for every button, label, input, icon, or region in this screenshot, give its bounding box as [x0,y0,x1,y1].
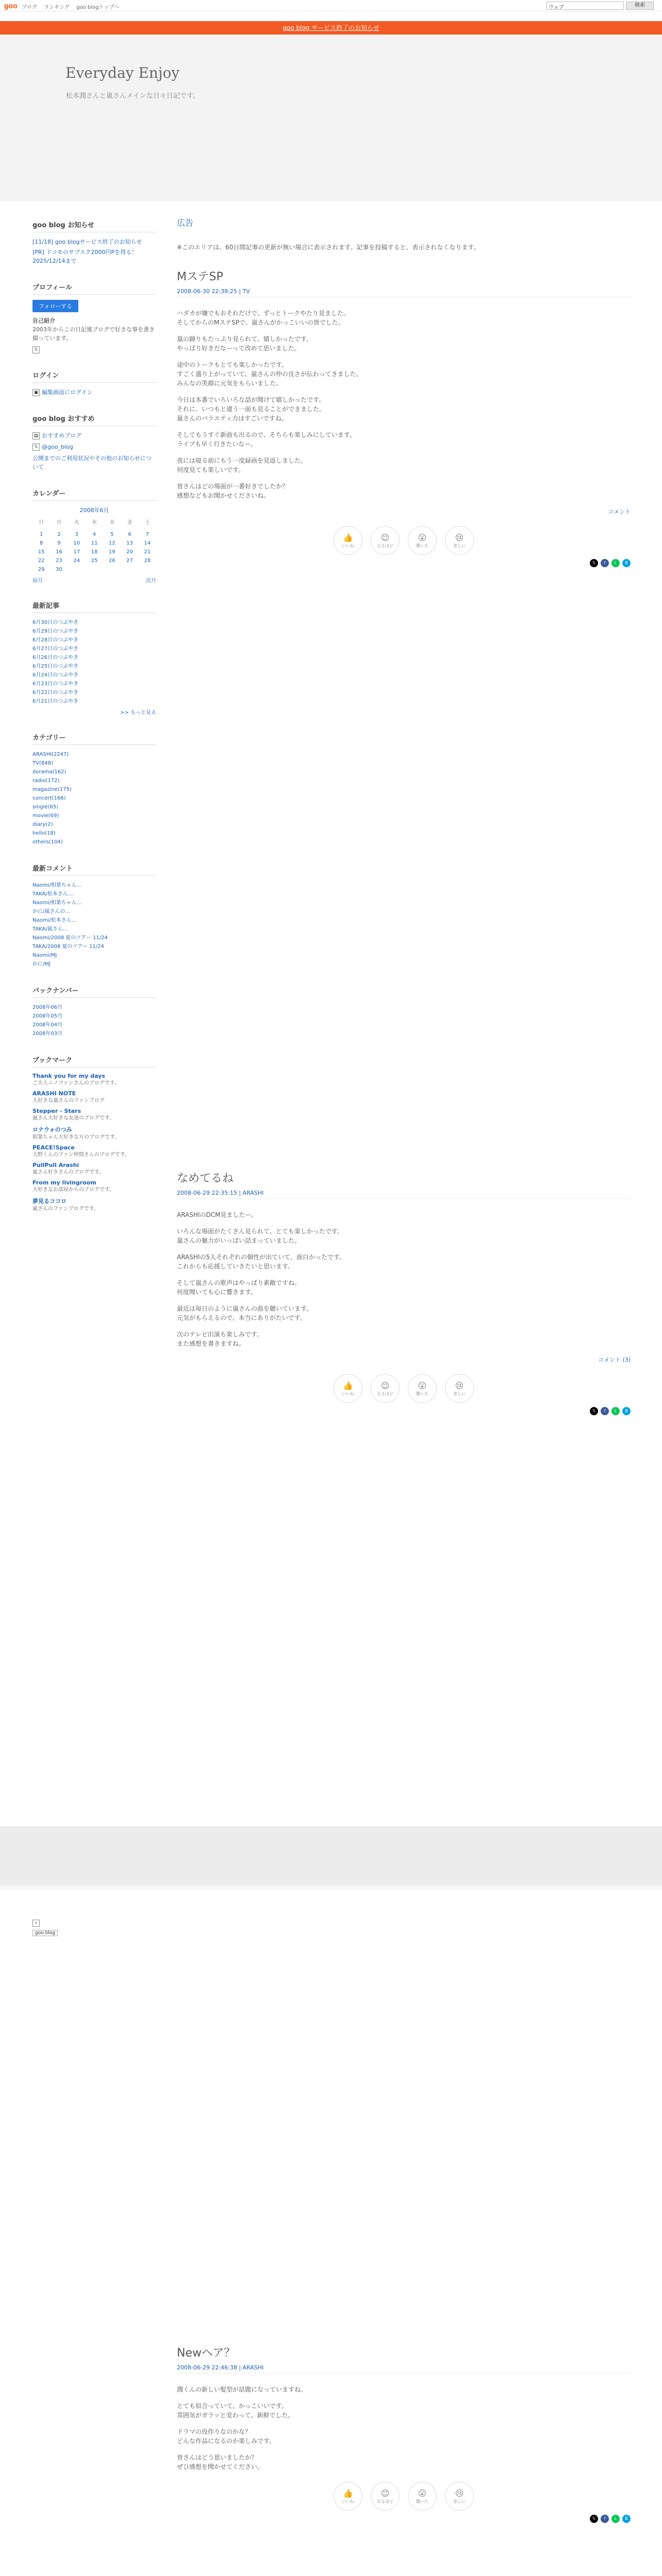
category-heading: カテゴリー [32,729,156,745]
cal-day-header: 土 [144,520,150,526]
reaction-button[interactable] [445,526,474,555]
bookmark-desc: ご夫人ニノファンさんのブログです。 [32,1080,120,1086]
ad-notice-text: ※このエリアは、60日間記事の更新が無い場合に表示されます。記事を投稿すると、表示されなくなります。 [177,244,480,251]
entry-paragraph: そしてもうすぐ新曲も出るので、そちらも楽しみにしています。 ライブも早く行きたいなー。 [177,431,356,448]
reaction-emoji-icon: 😲 [418,532,427,543]
cal-day-header: 木 [109,520,115,526]
reaction-emoji-icon: 👍 [343,532,353,543]
x-share-icon[interactable]: 𝕏 [590,559,598,567]
comment-item[interactable]: かに/MJ [32,961,51,967]
x-icon: 𝕏 [32,444,40,451]
login-link[interactable]: 編集画面にログイン [42,389,93,396]
calendar-day [86,565,103,574]
line-share-icon[interactable]: L [611,1407,620,1415]
goo-nav-top[interactable]: goo blogトップへ [76,5,119,10]
comment-item[interactable]: TAKA/松本さん… [32,891,73,897]
recent-more-link[interactable]: >> もっと見る [120,710,156,716]
x-icon[interactable]: 𝕏 [32,346,156,353]
entry-meta[interactable]: 2008-06-29 22:46:38 | ARASHI [177,2364,631,2374]
calendar-day[interactable]: 21 [144,549,151,555]
reaction-button[interactable] [371,2482,400,2511]
calendar-day[interactable]: 18 [91,549,98,555]
recent-item[interactable]: 6月22日のつぶやき [32,690,79,696]
category-item[interactable]: magazine(175) [32,787,72,792]
category-item[interactable]: others(104) [32,839,63,845]
separator-band [0,1826,662,1886]
cal-day-header: 月 [56,520,62,526]
reaction-emoji-icon: 😢 [455,532,464,543]
bookmark-title[interactable]: From my livingroom [32,1179,96,1186]
recent-item[interactable]: 6月25日のつぶやき [32,664,79,669]
line-share-icon[interactable]: L [611,559,620,567]
login-section [32,367,156,397]
reaction-label: いいね [342,2499,354,2504]
search-input[interactable]: ウェブ [547,2,624,10]
category-section [32,729,156,846]
reaction-emoji-icon: 😊 [380,1380,390,1391]
comment-item[interactable]: Naomi/松本さん… [32,918,77,923]
hatena-share-icon[interactable]: B [622,2515,631,2523]
entry-paragraph: 途中のトークもとても楽しかったです。 すごく盛り上がっていて、嵐さんの仲の良さが伝わってきました。 みんなの笑顔に元気をもらいました。 [177,361,362,387]
comment-section [32,860,156,969]
bookmark-title[interactable]: 夢見るココロ [32,1198,67,1205]
recent-item[interactable]: 6月21日のつぶやき [32,699,79,704]
reaction-button[interactable] [334,1374,362,1403]
calendar-day [68,565,86,574]
facebook-share-icon[interactable]: f [601,1407,609,1415]
site-description: 松本潤さんと嵐さんメインな日々日記です。 [66,92,200,100]
reaction-row [177,1374,631,1403]
bookmark-title[interactable]: ロナウォのつみ [32,1126,72,1133]
rss-icon[interactable]: ⌁ [32,1920,40,1927]
comment-link[interactable]: コメント (3) [598,1357,631,1363]
reaction-button[interactable] [408,526,437,555]
backnumber-item[interactable]: 2008年05月 [32,1013,63,1019]
entry [177,1170,631,1415]
blog-icon: ▤ [32,432,40,439]
reaction-button[interactable] [445,2482,474,2511]
reaction-label: 悲しい [453,543,466,548]
reaction-row [177,526,631,555]
calendar-day [139,565,156,574]
calendar-day [121,565,138,574]
share-row [177,559,631,567]
entry-paragraph: 今日は本番でいろいろな話が聞けて嬉しかったです。 それに、いつもと違う一面も見ることができました。 嵐さんのバラエティ力はすごいですね。 [177,396,326,422]
calendar-day[interactable]: 14 [144,540,151,546]
profile-name: 自己紹介 [32,317,55,324]
recent-item[interactable]: 6月23日のつぶやき [32,681,79,687]
calendar-day[interactable]: 6 [128,532,131,537]
entry-paragraph: 皆さんはどの場面が一番好きでしたか？ 感想などもお聞かせくださいね。 [177,483,289,499]
calendar-prev[interactable]: 前月 [32,578,43,584]
goo-nav-ranking[interactable]: ランキング [44,5,70,10]
bookmark-desc: 相葉ちゃん大好きな方のブログです。 [32,1134,120,1140]
comment-heading: 最新コメント [32,860,156,876]
reaction-label: いいね [342,543,354,548]
facebook-share-icon[interactable]: f [601,559,609,567]
bookmark-title[interactable]: Thank you for my days [32,1073,105,1079]
comment-item[interactable]: TAKA/2008 夏のツアー 11/24 [32,944,104,950]
reaction-emoji-icon: 😲 [418,2488,427,2498]
calendar-day[interactable]: 24 [73,558,80,564]
entry-body [177,2385,631,2471]
entry-paragraph: ARASHIの5人それぞれの個性が出ていて、面白かったです。 これからも応援していきたいと思います。 [177,1253,345,1270]
recent-heading: 最新記事 [32,597,156,613]
comment-item[interactable]: かに/嵐さんの… [32,909,71,914]
category-item[interactable]: concert(166) [32,795,66,801]
backnumber-item[interactable]: 2008年03月 [32,1031,63,1037]
goo-nav [22,3,124,10]
entry-meta[interactable]: 2008-06-29 22:35:15 | ARASHI [177,1190,631,1199]
reaction-emoji-icon: 😊 [380,2488,390,2498]
info-item[interactable]: [PR] ドコモのサブスク2000円Pを得る！ 2025/12/14まで [32,249,138,264]
reaction-button[interactable] [371,1374,400,1403]
search-button[interactable]: 検索 [626,2,654,10]
entry-title[interactable]: なめてるね [177,1172,234,1185]
reaction-button[interactable] [408,1374,437,1403]
reaction-emoji-icon: 😲 [418,1380,427,1391]
info-section [32,216,156,265]
category-item[interactable]: dorama(162) [32,769,67,775]
recent-item[interactable]: 6月24日のつぶやき [32,672,79,678]
comment-item[interactable]: Naomi/2008 夏のツアー 11/24 [32,935,108,941]
calendar-day[interactable]: 30 [56,567,62,572]
bookmark-title[interactable]: ARASHI NOTE [32,1090,76,1097]
recent-section [32,597,156,716]
calendar-day[interactable]: 19 [108,549,115,555]
entry-paragraph: 最近は毎日のように嵐さんの曲を聴いています。 元気がもらえるので、本当にありがたいです。 [177,1305,313,1321]
entry-paragraph: そして嵐さんの歌声はやっぱり素敵ですね。 何度聞いても心に響きます。 [177,1279,301,1296]
sidebar [32,216,156,1226]
goo-blog-chip[interactable]: goo blog [32,1930,58,1936]
entry-paragraph: ドラマの役作りなのかな？ どんな作品になるのか楽しみです。 [177,2428,276,2445]
bookmark-section [32,1052,156,1213]
cal-day-header: 金 [127,520,133,526]
calendar-day[interactable]: 10 [73,540,80,546]
calendar-day[interactable]: 26 [108,558,115,564]
reaction-emoji-icon: 👍 [343,2488,353,2498]
entry-paragraph: 次のテレビ出演も楽しみです。 また感想を書きますね。 [177,1331,263,1347]
comment-item[interactable]: TAKA/嵐さん… [32,926,68,932]
calendar-day[interactable]: 22 [38,558,45,564]
calendar-day[interactable]: 2 [57,532,61,537]
calendar-day [103,565,121,574]
follow-button[interactable]: フォローする [32,300,78,312]
goo-topbar [0,0,662,11]
entry [177,268,631,567]
calendar-heading: カレンダー [32,485,156,501]
bottom-toolbar [32,1919,146,1936]
profile-text: 2003年からこの日記風ブログで好きな事を書き綴っています。 [32,326,155,342]
backnumber-heading: バックナンバー [32,982,156,998]
calendar-day[interactable]: 11 [91,540,98,546]
category-item[interactable]: ARASHI(2247) [32,752,69,757]
backnumber-item[interactable]: 2008年04月 [32,1022,63,1028]
comment-item[interactable]: Naomi/MJ [32,953,57,958]
recent-item[interactable]: 6月26日のつぶやき [32,655,79,660]
bookmark-desc: 嵐さん好きさんのブログです。 [32,1170,105,1175]
reaction-row [177,2482,631,2511]
entry [177,2344,631,2523]
service-notice-link[interactable]: goo blog サービス終了のお知らせ [283,24,379,31]
reaction-emoji-icon: 😢 [455,1380,464,1391]
calendar-day[interactable]: 13 [126,540,133,546]
service-notice-banner [0,21,662,35]
entry-title[interactable]: Newヘア？ [177,2347,236,2360]
reaction-button[interactable] [408,2482,437,2511]
x-share-icon[interactable]: 𝕏 [590,1407,598,1415]
calendar-day[interactable]: 20 [126,549,133,555]
calendar-day[interactable]: 15 [38,549,45,555]
cal-day-header: 水 [91,520,97,526]
calendar-day[interactable]: 23 [56,558,62,564]
calendar-next[interactable]: 次月 [146,578,156,584]
category-item[interactable]: single(65) [32,804,59,810]
category-item[interactable]: diary(2) [32,822,53,827]
entry-title[interactable]: MステSP [177,270,223,283]
goo-logo[interactable]: goo [4,2,18,10]
calendar-day[interactable]: 12 [108,540,115,546]
hatena-share-icon[interactable]: B [622,1407,631,1415]
recent-item[interactable]: 6月27日のつぶやき [32,646,79,652]
profile-heading: プロフィール [32,279,156,295]
recommend-item[interactable]: @goo_blog [42,444,73,450]
login-icon: ▣ [32,389,40,396]
comment-item[interactable]: Naomi/相葉ちゃん… [32,900,82,906]
reaction-button[interactable] [445,1374,474,1403]
login-heading: ログイン [32,367,156,383]
bookmark-desc: 大好きなお部屋からのブログです。 [32,1187,115,1193]
entry-paragraph: ARASHIのDCM見ましたー。 [177,1211,257,1218]
entry-paragraph: ハダカが嫌でもおそれだけで、ずっとトークやたり見ました。 そしてからのMステSPで、嵐さんがかっこいいの皆でした。 [177,310,350,326]
calendar-day[interactable]: 4 [92,532,96,537]
share-row [177,2515,631,2523]
separator-strip [0,1886,662,1890]
calendar-day[interactable]: 27 [126,558,133,564]
entry-paragraph: いろんな場面がたくさん見られて、とても楽しかったです。 嵐さんの魅力がいっぱい詰まっていました。 [177,1228,343,1244]
reaction-button[interactable] [334,526,362,555]
reaction-label: なるほど [377,543,393,548]
main-column [177,216,631,2521]
bookmark-desc: 大好きな嵐さんのファンブログ [32,1098,105,1104]
reaction-label: なるほど [377,2499,393,2504]
reaction-emoji-icon: 😢 [455,2488,464,2498]
reaction-label: 驚いた [416,543,428,548]
entry-paragraph: とても似合っていて、かっこいいです。 雰囲気がガラッと変わって、新鮮でした。 [177,2402,294,2419]
cal-day-header: 日 [39,520,44,526]
reaction-label: なるほど [377,1391,393,1396]
reaction-label: 悲しい [453,2499,466,2504]
entry-paragraph: 夜には寝る前にもう一度録画を見返しました。 何度見ても楽しいです。 [177,457,307,473]
reaction-emoji-icon: 😊 [380,532,390,543]
reaction-label: 驚いた [416,1391,428,1396]
recent-item[interactable]: 6月28日のつぶやき [32,637,79,643]
cal-day-header: 火 [74,520,79,526]
category-item[interactable]: TV(848) [32,760,53,766]
reaction-label: いいね [342,1391,354,1396]
facebook-share-icon[interactable]: f [601,2515,609,2523]
calendar-day[interactable]: 7 [145,532,150,537]
calendar-day[interactable]: 28 [144,558,151,564]
calendar-day[interactable]: 8 [39,540,43,546]
recent-item[interactable]: 6月29日のつぶやき [32,629,79,634]
reaction-button[interactable] [371,526,400,555]
category-item[interactable]: radio(172) [32,778,60,784]
recommend-heading: goo blog おすすめ [32,410,156,426]
bookmark-heading: ブックマーク [32,1052,156,1067]
comment-link[interactable]: コメント [608,509,631,515]
calendar-day[interactable]: 29 [38,567,45,572]
calendar-day[interactable]: 1 [39,532,43,537]
reaction-label: 驚いた [416,2499,428,2504]
entry-meta[interactable]: 2008-06-30 22:38:25 | TV [177,288,631,297]
category-item[interactable]: movie(69) [32,813,59,819]
site-title[interactable]: Everyday Enjoy [65,64,180,81]
reaction-emoji-icon: 👍 [343,1380,353,1391]
calendar-day[interactable]: 9 [57,540,61,546]
recommend-item[interactable]: おすすめブログ [42,432,82,439]
reaction-button[interactable] [334,2482,362,2511]
recommend-item[interactable]: 公開までのご利用状況やその他のお知らせについて [32,455,152,470]
calendar-day[interactable]: 3 [75,532,78,537]
entry-paragraph: 嵐の踊りもたっぷり見られて、嬉しかったです。 やっぱり好きだなーって改めて思いました。 [177,335,312,352]
hatena-share-icon[interactable]: B [622,559,631,567]
entry-paragraph: 皆さんはどう思いましたか？ ぜひ感想を聞かせてください。 [177,2454,264,2470]
calendar-section [32,485,156,584]
category-item[interactable]: hello(18) [32,831,56,836]
profile-section [32,279,156,353]
ad-heading: 広告 [177,218,194,228]
bookmark-title[interactable]: Stepper - Stars [32,1108,81,1114]
calendar-day[interactable]: 5 [110,532,114,537]
recommend-section [32,410,156,471]
info-heading: goo blog お知らせ [32,216,156,232]
line-share-icon[interactable]: L [611,2515,620,2523]
bookmark-title[interactable]: PullPull Arashi [32,1162,79,1168]
backnumber-section [32,982,156,1038]
entry-body [177,309,631,500]
bookmark-desc: 嵐さん大好きな友達のブログです。 [32,1115,115,1121]
calendar-day[interactable]: 25 [91,558,98,564]
calendar-day[interactable]: 17 [73,549,80,555]
bookmark-title[interactable]: PEACE!Space [32,1144,75,1151]
goo-nav-blog[interactable]: ブログ [22,5,37,10]
entry-body [177,1210,631,1348]
blog-header [0,35,662,201]
calendar-day[interactable]: 16 [56,549,62,555]
calendar-month: 2008年6月 [79,507,109,514]
bookmark-desc: 嵐さんのファンブログです。 [32,1206,99,1212]
entry-paragraph: 潤くんの新しい髪型が話題になっていますね。 [177,2386,307,2393]
calendar-table [32,516,156,574]
recent-item[interactable]: 6月30日のつぶやき [32,620,79,625]
x-share-icon[interactable]: 𝕏 [590,2515,598,2523]
info-item[interactable]: [11/18] goo blogサービス終了のお知らせ [32,239,142,245]
bookmark-desc: 大野くんのファン仲間さんのブログです。 [32,1152,130,1158]
share-row [177,1407,631,1415]
reaction-label: 悲しい [453,1391,466,1396]
comment-item[interactable]: Naomi/相葉ちゃん… [32,883,82,888]
backnumber-item[interactable]: 2008年06月 [32,1005,63,1010]
